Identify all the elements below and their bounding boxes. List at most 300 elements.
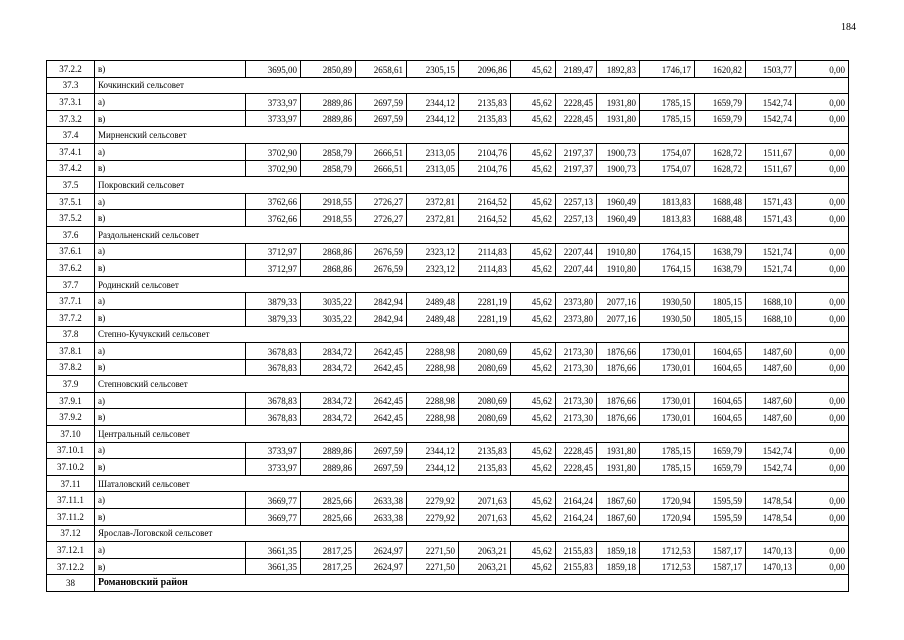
row-code: 37.11 <box>47 475 95 492</box>
value-cell: 2135,83 <box>459 110 511 127</box>
value-cell: 3661,35 <box>246 558 301 575</box>
value-cell: 2323,12 <box>407 260 459 277</box>
value-cell: 2173,30 <box>556 409 597 426</box>
value-cell: 1470,13 <box>746 542 796 559</box>
value-cell: 0,00 <box>796 442 849 459</box>
value-cell: 1931,80 <box>597 459 640 476</box>
value-cell: 2197,37 <box>556 143 597 160</box>
value-cell: 3762,66 <box>246 193 301 210</box>
value-cell: 2676,59 <box>356 243 407 260</box>
value-cell: 2281,19 <box>459 293 511 310</box>
value-cell: 2666,51 <box>356 143 407 160</box>
value-cell: 2279,92 <box>407 492 459 509</box>
value-cell: 1571,43 <box>746 193 796 210</box>
value-cell: 1638,79 <box>695 243 746 260</box>
row-subitem: в) <box>95 260 246 277</box>
value-cell: 1688,48 <box>695 193 746 210</box>
value-cell: 2173,30 <box>556 392 597 409</box>
value-cell: 2825,66 <box>301 509 356 526</box>
value-cell: 2642,45 <box>356 392 407 409</box>
row-subitem: в) <box>95 459 246 476</box>
value-cell: 1785,15 <box>640 459 695 476</box>
value-cell: 3712,97 <box>246 260 301 277</box>
value-cell: 1805,15 <box>695 309 746 326</box>
value-cell: 2228,45 <box>556 442 597 459</box>
value-cell: 2889,86 <box>301 110 356 127</box>
value-cell: 2858,79 <box>301 143 356 160</box>
value-cell: 3762,66 <box>246 210 301 227</box>
value-cell: 3712,97 <box>246 243 301 260</box>
value-cell: 0,00 <box>796 558 849 575</box>
value-cell: 3678,83 <box>246 409 301 426</box>
value-cell: 1931,80 <box>597 442 640 459</box>
value-cell: 0,00 <box>796 94 849 111</box>
value-cell: 2624,97 <box>356 558 407 575</box>
section-row <box>47 276 849 293</box>
value-cell: 2642,45 <box>356 359 407 376</box>
value-cell: 1638,79 <box>695 260 746 277</box>
value-cell: 3702,90 <box>246 160 301 177</box>
value-cell: 1542,74 <box>746 442 796 459</box>
row-code: 37.9.1 <box>47 392 95 409</box>
value-cell: 1859,18 <box>597 558 640 575</box>
value-cell: 2344,12 <box>407 442 459 459</box>
value-cell: 45,62 <box>511 243 556 260</box>
table-row <box>47 392 849 409</box>
value-cell: 1511,67 <box>746 160 796 177</box>
row-subitem: а) <box>95 193 246 210</box>
row-subitem: а) <box>95 442 246 459</box>
row-code: 37.6 <box>47 226 95 243</box>
value-cell: 2189,47 <box>556 61 597 78</box>
value-cell: 2372,81 <box>407 193 459 210</box>
value-cell: 0,00 <box>796 160 849 177</box>
value-cell: 2104,76 <box>459 143 511 160</box>
value-cell: 45,62 <box>511 459 556 476</box>
row-subitem: а) <box>95 243 246 260</box>
value-cell: 1720,94 <box>640 509 695 526</box>
section-row <box>47 475 849 492</box>
value-cell: 2834,72 <box>301 359 356 376</box>
section-name: Мирненский сельсовет <box>95 127 849 144</box>
section-name: Родинский сельсовет <box>95 276 849 293</box>
value-cell: 2825,66 <box>301 492 356 509</box>
value-cell: 1910,80 <box>597 260 640 277</box>
row-code: 38 <box>47 575 95 592</box>
value-cell: 45,62 <box>511 359 556 376</box>
table-row <box>47 61 849 78</box>
value-cell: 2834,72 <box>301 343 356 360</box>
value-cell: 0,00 <box>796 243 849 260</box>
value-cell: 1503,77 <box>746 61 796 78</box>
value-cell: 45,62 <box>511 210 556 227</box>
value-cell: 2281,19 <box>459 309 511 326</box>
value-cell: 1487,60 <box>746 392 796 409</box>
value-cell: 2271,50 <box>407 542 459 559</box>
value-cell: 2842,94 <box>356 293 407 310</box>
value-cell: 0,00 <box>796 492 849 509</box>
value-cell: 1620,82 <box>695 61 746 78</box>
section-name: Ярослав-Логовской сельсовет <box>95 525 849 542</box>
value-cell: 45,62 <box>511 309 556 326</box>
row-code: 37.7.1 <box>47 293 95 310</box>
value-cell: 2344,12 <box>407 94 459 111</box>
value-cell: 1478,54 <box>746 509 796 526</box>
value-cell: 1785,15 <box>640 442 695 459</box>
value-cell: 3702,90 <box>246 143 301 160</box>
row-code: 37.10 <box>47 426 95 443</box>
value-cell: 1511,67 <box>746 143 796 160</box>
value-cell: 3035,22 <box>301 293 356 310</box>
value-cell: 2642,45 <box>356 343 407 360</box>
value-cell: 2697,59 <box>356 94 407 111</box>
value-cell: 1604,65 <box>695 343 746 360</box>
row-code: 37.11.1 <box>47 492 95 509</box>
value-cell: 45,62 <box>511 193 556 210</box>
value-cell: 2271,50 <box>407 558 459 575</box>
value-cell: 2305,15 <box>407 61 459 78</box>
row-subitem: а) <box>95 492 246 509</box>
row-code: 37.5.1 <box>47 193 95 210</box>
value-cell: 2817,25 <box>301 558 356 575</box>
value-cell: 2834,72 <box>301 392 356 409</box>
value-cell: 45,62 <box>511 343 556 360</box>
row-code: 37.4.1 <box>47 143 95 160</box>
row-subitem: а) <box>95 542 246 559</box>
value-cell: 1876,66 <box>597 343 640 360</box>
table-row <box>47 210 849 227</box>
table-row <box>47 343 849 360</box>
row-code: 37.8.2 <box>47 359 95 376</box>
value-cell: 1764,15 <box>640 260 695 277</box>
value-cell: 2135,83 <box>459 442 511 459</box>
value-cell: 2288,98 <box>407 343 459 360</box>
section-name: Покровский сельсовет <box>95 177 849 194</box>
section-name: Кочкинский сельсовет <box>95 77 849 94</box>
row-code: 37.8.1 <box>47 343 95 360</box>
value-cell: 1754,07 <box>640 160 695 177</box>
row-code: 37.4.2 <box>47 160 95 177</box>
row-code: 37.7 <box>47 276 95 293</box>
value-cell: 2918,55 <box>301 210 356 227</box>
row-subitem: а) <box>95 392 246 409</box>
value-cell: 2918,55 <box>301 193 356 210</box>
value-cell: 2633,38 <box>356 509 407 526</box>
value-cell: 3733,97 <box>246 459 301 476</box>
value-cell: 45,62 <box>511 392 556 409</box>
value-cell: 2666,51 <box>356 160 407 177</box>
value-cell: 1595,59 <box>695 509 746 526</box>
section-name: Центральный сельсовет <box>95 426 849 443</box>
row-code: 37.5.2 <box>47 210 95 227</box>
value-cell: 2114,83 <box>459 243 511 260</box>
table-row <box>47 542 849 559</box>
value-cell: 1688,10 <box>746 309 796 326</box>
value-cell: 1867,60 <box>597 509 640 526</box>
value-cell: 45,62 <box>511 409 556 426</box>
value-cell: 2207,44 <box>556 260 597 277</box>
table-row <box>47 509 849 526</box>
value-cell: 1859,18 <box>597 542 640 559</box>
value-cell: 0,00 <box>796 409 849 426</box>
value-cell: 0,00 <box>796 193 849 210</box>
value-cell: 2114,83 <box>459 260 511 277</box>
table-row <box>47 459 849 476</box>
value-cell: 2372,81 <box>407 210 459 227</box>
value-cell: 3669,77 <box>246 492 301 509</box>
value-cell: 45,62 <box>511 160 556 177</box>
value-cell: 1688,10 <box>746 293 796 310</box>
value-cell: 2228,45 <box>556 459 597 476</box>
section-row <box>47 127 849 144</box>
row-code: 37.12.1 <box>47 542 95 559</box>
value-cell: 45,62 <box>511 61 556 78</box>
table-row <box>47 243 849 260</box>
value-cell: 3879,33 <box>246 293 301 310</box>
value-cell: 1628,72 <box>695 160 746 177</box>
section-row <box>47 376 849 393</box>
value-cell: 2173,30 <box>556 359 597 376</box>
value-cell: 1931,80 <box>597 110 640 127</box>
value-cell: 45,62 <box>511 442 556 459</box>
row-code: 37.9.2 <box>47 409 95 426</box>
value-cell: 1720,94 <box>640 492 695 509</box>
value-cell: 2726,27 <box>356 193 407 210</box>
value-cell: 3879,33 <box>246 309 301 326</box>
row-code: 37.9 <box>47 376 95 393</box>
row-subitem: в) <box>95 359 246 376</box>
value-cell: 3035,22 <box>301 309 356 326</box>
value-cell: 3678,83 <box>246 343 301 360</box>
table-row <box>47 193 849 210</box>
value-cell: 0,00 <box>796 293 849 310</box>
row-code: 37.5 <box>47 177 95 194</box>
value-cell: 3661,35 <box>246 542 301 559</box>
value-cell: 2288,98 <box>407 409 459 426</box>
value-cell: 1813,83 <box>640 210 695 227</box>
value-cell: 2697,59 <box>356 459 407 476</box>
section-name: Степно-Кучукский сельсовет <box>95 326 849 343</box>
value-cell: 1521,74 <box>746 260 796 277</box>
value-cell: 3733,97 <box>246 94 301 111</box>
table-row <box>47 160 849 177</box>
row-subitem: а) <box>95 293 246 310</box>
section-name: Шаталовский сельсовет <box>95 475 849 492</box>
section-row <box>47 226 849 243</box>
row-code: 37.10.2 <box>47 459 95 476</box>
value-cell: 2080,69 <box>459 392 511 409</box>
value-cell: 2858,79 <box>301 160 356 177</box>
value-cell: 2889,86 <box>301 94 356 111</box>
value-cell: 0,00 <box>796 542 849 559</box>
value-cell: 0,00 <box>796 509 849 526</box>
value-cell: 2313,05 <box>407 143 459 160</box>
section-name: Раздольненский сельсовет <box>95 226 849 243</box>
value-cell: 2288,98 <box>407 392 459 409</box>
row-subitem: а) <box>95 143 246 160</box>
value-cell: 2155,83 <box>556 558 597 575</box>
value-cell: 1470,13 <box>746 558 796 575</box>
value-cell: 2077,16 <box>597 309 640 326</box>
table-row <box>47 110 849 127</box>
value-cell: 45,62 <box>511 260 556 277</box>
value-cell: 2344,12 <box>407 459 459 476</box>
value-cell: 2624,97 <box>356 542 407 559</box>
value-cell: 1813,83 <box>640 193 695 210</box>
row-code: 37.3.1 <box>47 94 95 111</box>
row-subitem: а) <box>95 94 246 111</box>
value-cell: 2164,24 <box>556 509 597 526</box>
table-row <box>47 558 849 575</box>
value-cell: 1876,66 <box>597 392 640 409</box>
value-cell: 1587,17 <box>695 558 746 575</box>
value-cell: 1595,59 <box>695 492 746 509</box>
table-row <box>47 94 849 111</box>
value-cell: 45,62 <box>511 94 556 111</box>
row-code: 37.12 <box>47 525 95 542</box>
value-cell: 45,62 <box>511 110 556 127</box>
value-cell: 2697,59 <box>356 442 407 459</box>
value-cell: 1730,01 <box>640 409 695 426</box>
value-cell: 1542,74 <box>746 459 796 476</box>
value-cell: 2135,83 <box>459 459 511 476</box>
value-cell: 1604,65 <box>695 409 746 426</box>
value-cell: 2868,86 <box>301 243 356 260</box>
value-cell: 1900,73 <box>597 143 640 160</box>
value-cell: 1542,74 <box>746 110 796 127</box>
section-row <box>47 77 849 94</box>
section-row <box>47 426 849 443</box>
table-row <box>47 409 849 426</box>
value-cell: 3733,97 <box>246 110 301 127</box>
value-cell: 0,00 <box>796 459 849 476</box>
value-cell: 2063,21 <box>459 558 511 575</box>
value-cell: 1659,79 <box>695 94 746 111</box>
row-subitem: в) <box>95 409 246 426</box>
value-cell: 0,00 <box>796 61 849 78</box>
section-row <box>47 525 849 542</box>
value-cell: 1960,49 <box>597 210 640 227</box>
value-cell: 2279,92 <box>407 509 459 526</box>
table-row <box>47 309 849 326</box>
value-cell: 3678,83 <box>246 392 301 409</box>
value-cell: 2842,94 <box>356 309 407 326</box>
value-cell: 1659,79 <box>695 110 746 127</box>
value-cell: 2164,24 <box>556 492 597 509</box>
value-cell: 1730,01 <box>640 343 695 360</box>
value-cell: 1659,79 <box>695 459 746 476</box>
value-cell: 0,00 <box>796 143 849 160</box>
value-cell: 2676,59 <box>356 260 407 277</box>
row-subitem: в) <box>95 61 246 78</box>
value-cell: 3733,97 <box>246 442 301 459</box>
value-cell: 2096,86 <box>459 61 511 78</box>
value-cell: 1892,83 <box>597 61 640 78</box>
value-cell: 0,00 <box>796 359 849 376</box>
value-cell: 2726,27 <box>356 210 407 227</box>
value-cell: 0,00 <box>796 343 849 360</box>
value-cell: 2207,44 <box>556 243 597 260</box>
value-cell: 1910,80 <box>597 243 640 260</box>
value-cell: 1604,65 <box>695 392 746 409</box>
value-cell: 1587,17 <box>695 542 746 559</box>
value-cell: 1712,53 <box>640 542 695 559</box>
value-cell: 1785,15 <box>640 94 695 111</box>
value-cell: 1628,72 <box>695 143 746 160</box>
district-name: Романовский район <box>95 575 849 592</box>
value-cell: 2889,86 <box>301 459 356 476</box>
row-code: 37.3.2 <box>47 110 95 127</box>
table-row <box>47 492 849 509</box>
value-cell: 1960,49 <box>597 193 640 210</box>
value-cell: 2080,69 <box>459 343 511 360</box>
value-cell: 45,62 <box>511 558 556 575</box>
row-code: 37.10.1 <box>47 442 95 459</box>
value-cell: 2135,83 <box>459 94 511 111</box>
value-cell: 1754,07 <box>640 143 695 160</box>
row-code: 37.7.2 <box>47 309 95 326</box>
value-cell: 3669,77 <box>246 509 301 526</box>
value-cell: 1900,73 <box>597 160 640 177</box>
value-cell: 2155,83 <box>556 542 597 559</box>
value-cell: 1478,54 <box>746 492 796 509</box>
value-cell: 2063,21 <box>459 542 511 559</box>
value-cell: 2173,30 <box>556 343 597 360</box>
value-cell: 1746,17 <box>640 61 695 78</box>
section-row <box>47 177 849 194</box>
value-cell: 2080,69 <box>459 359 511 376</box>
table-row <box>47 260 849 277</box>
row-code: 37.11.2 <box>47 509 95 526</box>
value-cell: 2850,89 <box>301 61 356 78</box>
value-cell: 0,00 <box>796 260 849 277</box>
value-cell: 45,62 <box>511 293 556 310</box>
row-subitem: в) <box>95 110 246 127</box>
value-cell: 2257,13 <box>556 193 597 210</box>
row-subitem: в) <box>95 509 246 526</box>
value-cell: 2164,52 <box>459 210 511 227</box>
tariff-table <box>46 60 849 592</box>
table-row <box>47 442 849 459</box>
value-cell: 1659,79 <box>695 442 746 459</box>
value-cell: 2071,63 <box>459 509 511 526</box>
value-cell: 0,00 <box>796 110 849 127</box>
value-cell: 1730,01 <box>640 392 695 409</box>
row-code: 37.3 <box>47 77 95 94</box>
value-cell: 1876,66 <box>597 409 640 426</box>
value-cell: 1604,65 <box>695 359 746 376</box>
value-cell: 2489,48 <box>407 293 459 310</box>
value-cell: 1764,15 <box>640 243 695 260</box>
row-code: 37.4 <box>47 127 95 144</box>
value-cell: 2228,45 <box>556 94 597 111</box>
value-cell: 2257,13 <box>556 210 597 227</box>
value-cell: 2633,38 <box>356 492 407 509</box>
row-code: 37.12.2 <box>47 558 95 575</box>
row-code: 37.8 <box>47 326 95 343</box>
value-cell: 2313,05 <box>407 160 459 177</box>
table-row <box>47 293 849 310</box>
row-code: 37.6.2 <box>47 260 95 277</box>
table-row <box>47 143 849 160</box>
value-cell: 1487,60 <box>746 359 796 376</box>
value-cell: 3678,83 <box>246 359 301 376</box>
section-name: Степновский сельсовет <box>95 376 849 393</box>
value-cell: 2658,61 <box>356 61 407 78</box>
value-cell: 1571,43 <box>746 210 796 227</box>
value-cell: 2080,69 <box>459 409 511 426</box>
row-subitem: в) <box>95 160 246 177</box>
